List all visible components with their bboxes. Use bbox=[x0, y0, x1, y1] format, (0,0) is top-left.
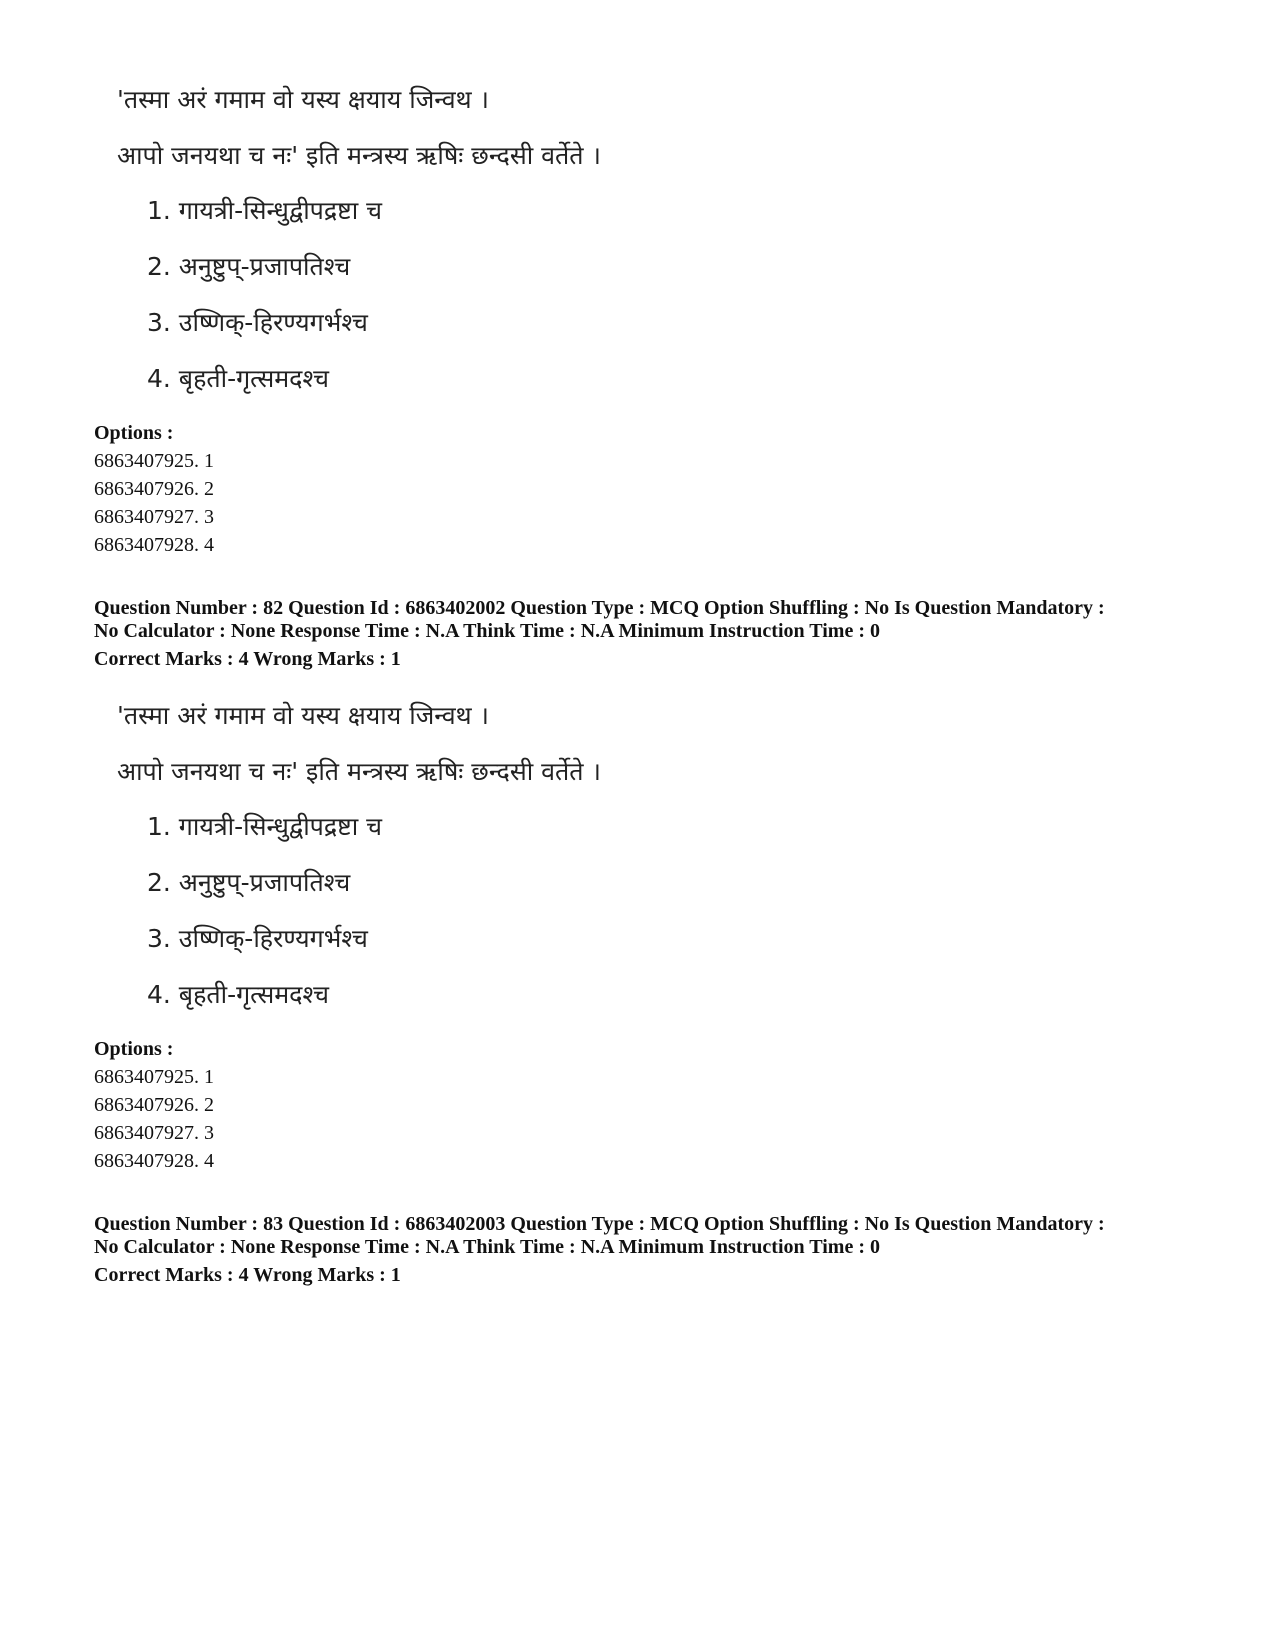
statement-item: 4. बृहती-गृत्समदश्च bbox=[147, 364, 329, 393]
statement-item: 1. गायत्री-सिन्धुद्वीपद्रष्टा च bbox=[147, 196, 383, 225]
verse-line-2: आपो जनयथा च नः' इति मन्त्रस्य ऋषिः छन्दसी वर्तेते । bbox=[117, 757, 601, 786]
question-meta-line-2: No Calculator : None Response Time : N.A Think Time : N.A Minimum Instruction Time : 0 bbox=[94, 620, 880, 642]
option-item: 6863407926. 2 bbox=[94, 1094, 214, 1116]
option-item: 6863407928. 4 bbox=[94, 534, 214, 556]
statement-item: 1. गायत्री-सिन्धुद्वीपद्रष्टा च bbox=[147, 812, 383, 841]
option-item: 6863407927. 3 bbox=[94, 1122, 214, 1144]
question-meta-line-1: Question Number : 82 Question Id : 6863402002 Question Type : MCQ Option Shuffling : No Is Question Mandatory : bbox=[94, 597, 1105, 619]
verse-line-1: 'तस्मा अरं गमाम वो यस्य क्षयाय जिन्वथ । bbox=[117, 85, 490, 114]
statement-item: 2. अनुष्टुप्-प्रजापतिश्च bbox=[147, 252, 351, 281]
option-item: 6863407927. 3 bbox=[94, 506, 214, 528]
option-item: 6863407926. 2 bbox=[94, 478, 214, 500]
statement-item: 3. उष्णिक्-हिरण्यगर्भश्च bbox=[147, 924, 368, 953]
question-meta-line-2: No Calculator : None Response Time : N.A Think Time : N.A Minimum Instruction Time : 0 bbox=[94, 1236, 880, 1258]
statement-item: 3. उष्णिक्-हिरण्यगर्भश्च bbox=[147, 308, 368, 337]
question-meta-line-1: Question Number : 83 Question Id : 6863402003 Question Type : MCQ Option Shuffling : No Is Question Mandatory : bbox=[94, 1213, 1105, 1235]
question-marks: Correct Marks : 4 Wrong Marks : 1 bbox=[94, 648, 401, 670]
verse-line-1: 'तस्मा अरं गमाम वो यस्य क्षयाय जिन्वथ । bbox=[117, 701, 490, 730]
statement-item: 2. अनुष्टुप्-प्रजापतिश्च bbox=[147, 868, 351, 897]
option-item: 6863407925. 1 bbox=[94, 450, 214, 472]
options-label: Options : bbox=[94, 422, 174, 444]
verse-line-2: आपो जनयथा च नः' इति मन्त्रस्य ऋषिः छन्दसी वर्तेते । bbox=[117, 141, 601, 170]
question-marks: Correct Marks : 4 Wrong Marks : 1 bbox=[94, 1264, 401, 1286]
statement-item: 4. बृहती-गृत्समदश्च bbox=[147, 980, 329, 1009]
options-label: Options : bbox=[94, 1038, 174, 1060]
option-item: 6863407925. 1 bbox=[94, 1066, 214, 1088]
option-item: 6863407928. 4 bbox=[94, 1150, 214, 1172]
